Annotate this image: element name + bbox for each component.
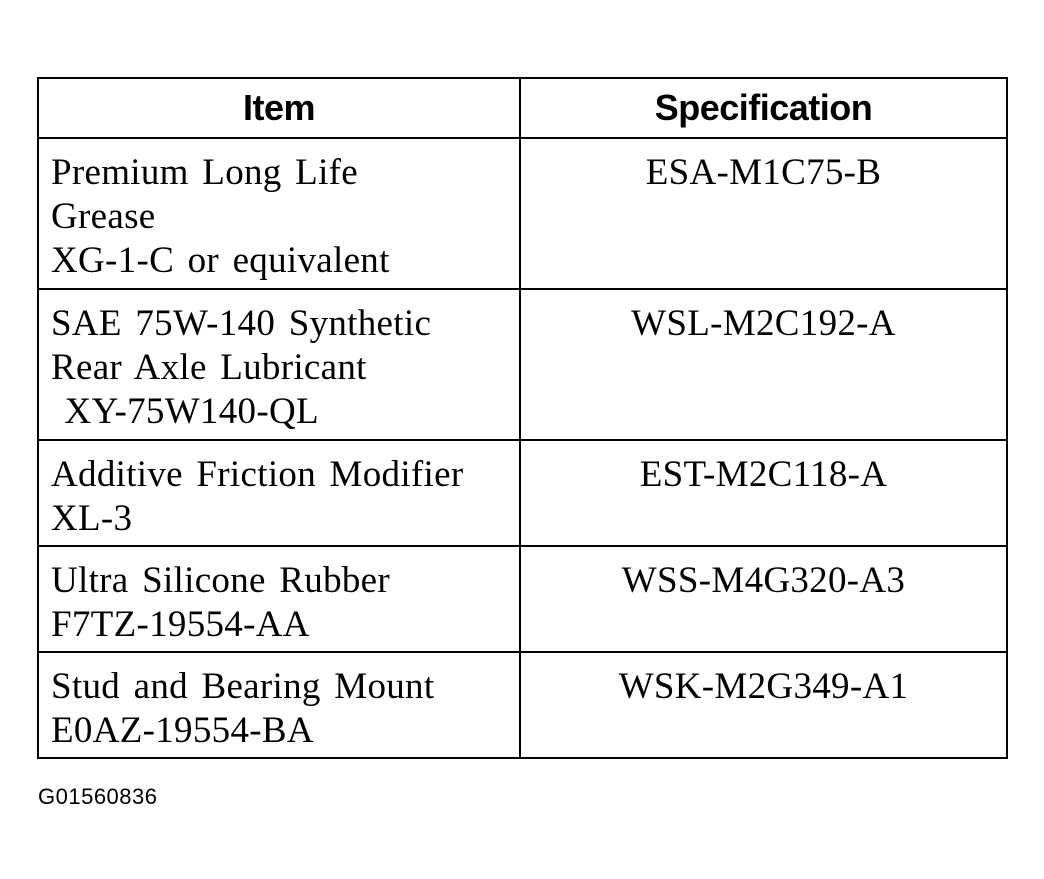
figure-code: G01560836: [38, 784, 158, 809]
item-line: XY-75W140-QL: [51, 391, 319, 432]
header-item: Item: [38, 78, 520, 138]
item-line: Ultra Silicone Rubber: [51, 560, 391, 601]
specification-cell: WSK-M2G349-A1: [520, 652, 1007, 758]
item-line: E0AZ-19554-BA: [51, 710, 314, 751]
specification-cell: ESA-M1C75-B: [520, 138, 1007, 289]
item-cell: [38, 652, 520, 758]
table-row: [38, 652, 1007, 758]
table-row: [38, 138, 1007, 289]
header-specification: Specification: [520, 78, 1007, 138]
item-line: Additive Friction Modifier: [51, 454, 464, 495]
item-line: Grease: [51, 196, 156, 237]
item-cell: [38, 289, 520, 440]
item-cell: [38, 440, 520, 546]
specification-cell: EST-M2C118-A: [520, 440, 1007, 546]
item-line: Rear Axle Lubricant: [51, 347, 367, 388]
item-line: Premium Long Life: [51, 152, 358, 193]
item-cell: [38, 138, 520, 289]
table-row: [38, 440, 1007, 546]
specification-cell: WSS-M4G320-A3: [520, 546, 1007, 652]
header-row: [38, 78, 1007, 138]
item-cell: [38, 546, 520, 652]
item-line: Stud and Bearing Mount: [51, 666, 435, 707]
specification-cell: WSL-M2C192-A: [520, 289, 1007, 440]
item-line: XG-1-C or equivalent: [51, 240, 390, 281]
table-row: [38, 289, 1007, 440]
specification-table: [37, 77, 1008, 759]
item-line: SAE 75W-140 Synthetic: [51, 303, 432, 344]
table-row: [38, 546, 1007, 652]
item-line: F7TZ-19554-AA: [51, 604, 310, 645]
item-line: XL-3: [51, 498, 133, 539]
